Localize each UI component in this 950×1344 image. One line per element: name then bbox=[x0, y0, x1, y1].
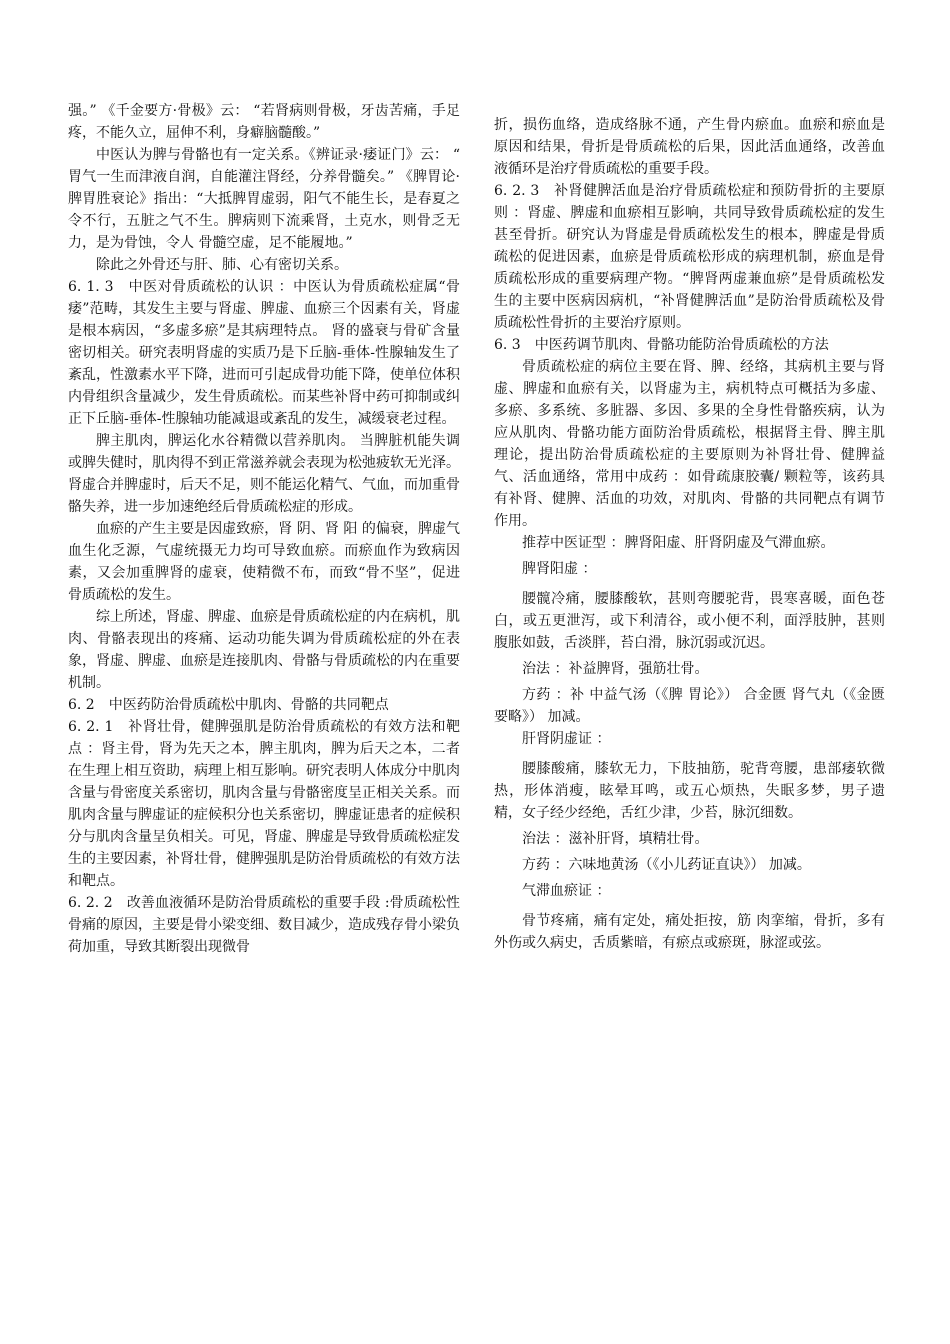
paragraph: 骨质疏松症的病位主要在肾、脾、经络，其病机主要与肾虚、脾虚和血瘀有关，以肾虚为主，病机特点可概括为多虚、多瘀、多系统、多脏器、多因、多果的全身性骨骼疾病，认为应从肌肉、骨骼功能方面防治骨质疏松，根据肾主骨、脾主肌理论，提出防治骨质疏松症的主要原则为补肾壮骨、健脾益气、活血通络，常用中成药 ：如骨疏康胶囊/ 颗粒等，该药具有补肾、健脾、活血的功效，对肌肉、骨骼的共同靶点有调节作用。 bbox=[494, 359, 885, 529]
section-heading-paragraph: 6. 3 中医药调节肌肉、骨骼功能防治骨质疏松的方法 bbox=[494, 337, 829, 353]
paragraph: 除此之外骨还与肝、肺、心有密切关系。 bbox=[96, 257, 348, 273]
left-column bbox=[68, 100, 460, 958]
section-heading-paragraph: 6. 2. 3 补肾健脾活血是治疗骨质疏松症和预防骨折的主要原则 ：肾虚、脾虚和血瘀相互影响，共同导致骨质疏松症的发生甚至骨折。研究认为肾虚是骨质疏松发生的根本，脾虚是骨质疏松的促进因素，血瘀是骨质疏松形成的病理机制，瘀血是骨质疏松形成的重要病理产物。“脾肾两虚兼血瘀”是骨质疏松发生的主要中医病因病机，“补肾健脾活血”是防治骨质疏松及骨质疏松性骨折的主要治疗原则。 bbox=[494, 183, 885, 331]
paragraph: 中医认为脾与骨骼也有一定关系。《辨证录·痿证门》云： “ 胃气一生而津液自润，自能灌注肾经，分养骨髓矣。” 《脾胃论·脾胃胜衰论》指出：“大抵脾胃虚弱，阳气不能生长，是春夏之令不行，五脏之气不生。脾病则下流乘肾，土克水，则骨乏无力，是为骨蚀，令人 骨髓空虚，足不能履地。” bbox=[68, 147, 460, 251]
paragraph: 治法 ：滋补肝肾，填精壮骨。 bbox=[522, 831, 709, 847]
paragraph: 血瘀的产生主要是因虚致瘀，肾 阴、肾 阳 的偏衰，脾虚气血生化乏源，气虚统摄无力均可导致血瘀。而瘀血作为致病因素，又会加重脾肾的虚衰，使精微不布，而致“骨不坚”，促进骨质疏松的发生。 bbox=[68, 521, 460, 603]
paragraph: 腰髋冷痛，腰膝酸软，甚则弯腰驼背，畏寒喜暖，面色苍白，或五更泄泻，或下利清谷，或小便不利，面浮肢肿，甚则腹胀如鼓，舌淡胖，苔白滑，脉沉弱或沉迟。 bbox=[494, 591, 885, 651]
paragraph: 治法 ：补益脾肾，强筋壮骨。 bbox=[522, 661, 709, 677]
paragraph: 脾肾阳虚 ： bbox=[522, 561, 597, 577]
section-heading-paragraph: 6. 2. 2 改善血液循环是防治骨质疏松的重要手段 :骨质疏松性骨痛的原因，主要是骨小梁变细、数目减少，造成残存骨小梁负荷加重，导致其断裂出现微骨 bbox=[68, 895, 460, 955]
paragraph: 推荐中医证型 ：脾肾阳虚、肝肾阴虚及气滞血瘀。 bbox=[522, 535, 835, 551]
continued-paragraph: 折，损伤血络，造成络脉不通，产生骨内瘀血。血瘀和瘀血是原因和结果，骨折是骨质疏松的后果，因此活血通络，改善血液循环是治疗骨质疏松的重要手段。 bbox=[494, 117, 885, 177]
right-column bbox=[494, 114, 885, 954]
paragraph: 腰膝酸痛，膝软无力，下肢抽筋，驼背弯腰，患部痿软微热，形体消瘦，眩晕耳鸣，或五心烦热，失眠多梦，男子遗精，女子经少经绝，舌红少津，少苔，脉沉细数。 bbox=[494, 761, 885, 821]
paragraph: 脾主肌肉，脾运化水谷精微以营养肌肉。 当脾脏机能失调或脾失健时，肌肉得不到正常滋养就会表现为松弛疲软无光泽。 肾虚合并脾虚时，后天不足，则不能运化精气、气血，而加重骨骼失养，进一步加速绝经后骨质疏松症的形成。 bbox=[68, 433, 460, 515]
paragraph: 气滞血瘀证 ： bbox=[522, 883, 611, 899]
paragraph: 骨节疼痛，痛有定处，痛处拒按，筋 肉挛缩，骨折，多有外伤或久病史，舌质紫暗，有瘀点或瘀斑，脉涩或弦。 bbox=[494, 913, 885, 951]
section-heading-paragraph: 6. 2 中医药防治骨质疏松中肌肉、骨骼的共同靶点 bbox=[68, 697, 389, 713]
paragraph: 综上所述，肾虚、脾虚、血瘀是骨质疏松症的内在病机，肌肉、骨骼表现出的疼痛、运动功能失调为骨质疏松症的外在表象，肾虚、脾虚、血瘀是连接肌肉、骨骼与骨质疏松的内在重要机制。 bbox=[68, 609, 460, 691]
section-heading-paragraph: 6. 1. 3 中医对骨质疏松的认识 ：中医认为骨质疏松症属“骨痿”范畴，其发生主要与肾虚、脾虚、血瘀三个因素有关，肾虚是根本病因，“多虚多瘀”是其病理特点。 肾的盛衰与骨矿含量密切相关。研究表明肾虚的实质乃是下丘脑-垂体-性腺轴发生了紊乱，性激素水平下降，进而可引起成骨功能下降，使单位体积内骨组织含量减少，发生骨质疏松。而某些补肾中药可抑制或纠正下丘脑-垂体-性腺轴功能减退或紊乱的发生，减缓衰老过程。 bbox=[68, 279, 460, 427]
paragraph: 方药 ：六味地黄汤（《小儿药证直诀》） 加减。 bbox=[522, 857, 811, 873]
paragraph: 方药 ：补 中益气汤（《脾 胃论》） 合金匮 肾气丸（《金匮要略》） 加减。 bbox=[494, 687, 885, 725]
continued-paragraph: 强。” 《千金要方·骨极》云： “若肾病则骨极，牙齿苦痛，手足疼，不能久立，屈伸不利，身癖脑髓酸。” bbox=[68, 103, 460, 141]
paragraph: 肝肾阴虚证 ： bbox=[522, 731, 611, 747]
section-heading-paragraph: 6. 2. 1 补肾壮骨，健脾强肌是防治骨质疏松的有效方法和靶点 ：肾主骨，肾为先天之本，脾主肌肉，脾为后天之本，二者在生理上相互资助，病理上相互影响。研究表明人体成分中肌肉含量与骨密度关系密切，肌肉含量与骨骼密度呈正相关关系。而肌肉含量与脾虚证的症候积分也关系密切，脾虚证患者的症候积分与肌肉含量呈负相关。可见，肾虚、脾虚是导致骨质疏松症发生的主要因素，补肾壮骨，健脾强肌是防治骨质疏松的有效方法和靶点。 bbox=[68, 719, 460, 889]
